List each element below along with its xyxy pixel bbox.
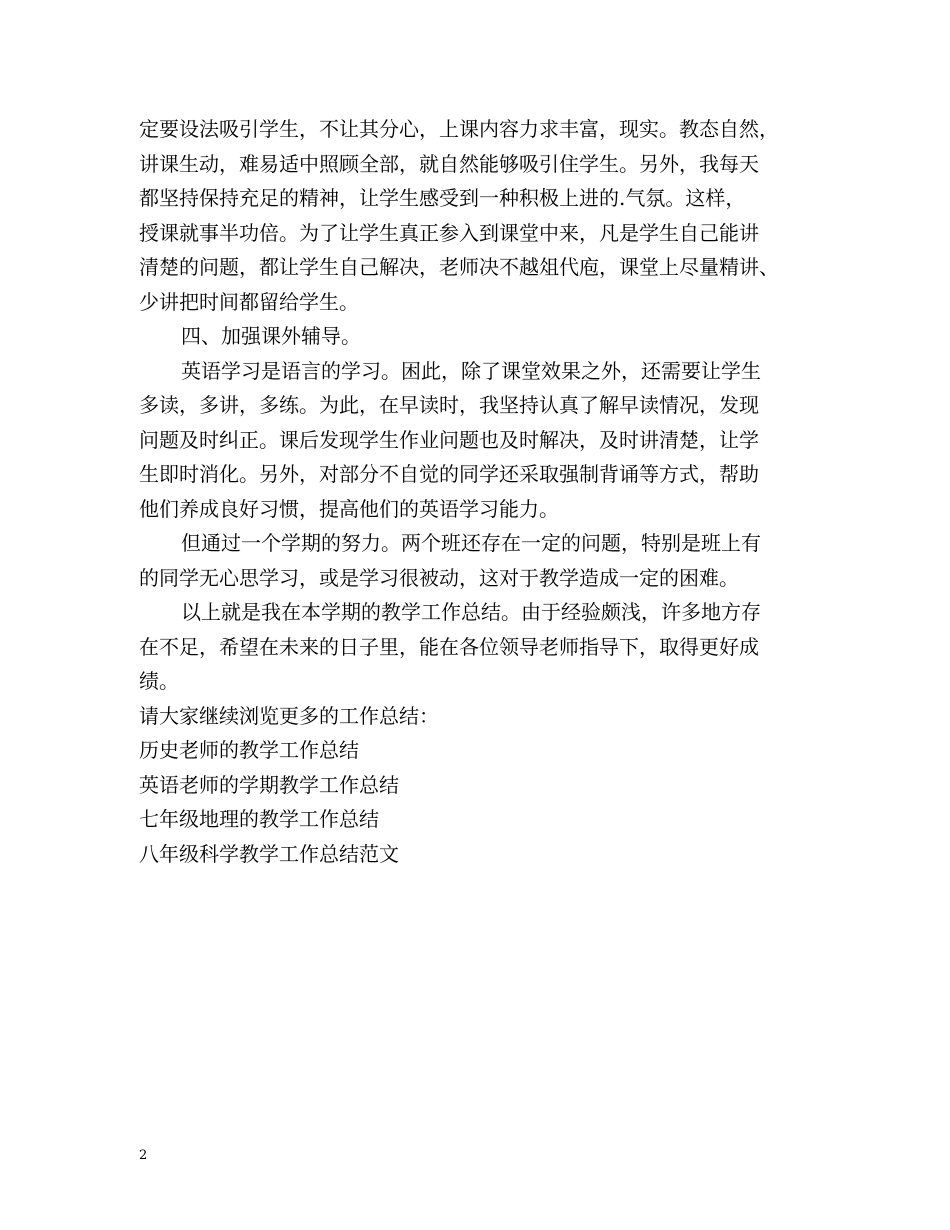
text-line: 少讲把时间都留给学生。 — [139, 289, 359, 314]
text-line: 历史老师的教学工作总结 — [139, 738, 359, 762]
text-line: 八年级科学教学工作总结范文 — [139, 841, 399, 866]
text-line: 英语学习是语言的学习。困此，除了课堂效果之外，还需要让学生 — [181, 358, 761, 383]
text-line: 请大家继续浏览更多的工作总结： — [139, 703, 439, 728]
text-line: 但通过一个学期的努力。两个班还存在一定的问题，特别是班上有 — [181, 531, 761, 555]
document-body — [139, 112, 829, 871]
text-line: 讲课生动，难易适中照顾全部，就自然能够吸引住学生。另外，我每天 — [139, 151, 759, 176]
text-line: 的同学无心思学习，或是学习很被动，这对于教学造成一定的困难。 — [139, 565, 739, 590]
text-line: 在不足，希望在未来的日子里，能在各位领导老师指导下，取得更好成 — [139, 634, 759, 659]
text-line: 授课就事半功倍。为了让学生真正参入到课堂中来，凡是学生自己能讲 — [139, 220, 759, 245]
text-line: 他们养成良好习惯，提高他们的英语学习能力。 — [139, 496, 559, 521]
text-line: 问题及时纠正。课后发现学生作业问题也及时解决，及时讲清楚，让学 — [139, 427, 759, 452]
text-line: 定要设法吸引学生，不让其分心，上课内容力求丰富，现实。教态自然， — [139, 117, 779, 141]
text-line: 七年级地理的教学工作总结 — [139, 807, 379, 831]
text-line: 多读，多讲，多练。为此，在早读时，我坚持认真了解早读情况，发现 — [139, 393, 759, 417]
text-line: 英语老师的学期教学工作总结 — [139, 772, 399, 797]
text-line: 以上就是我在本学期的教学工作总结。由于经验颇浅，许多地方存 — [181, 600, 761, 624]
text-line: 四、加强课外辅导。 — [181, 324, 361, 348]
text-line: 清楚的问题，都让学生自己解决，老师决不越俎代庖，课堂上尽量精讲、 — [139, 255, 779, 279]
text-line: 生即时消化。另外，对部分不自觉的同学还采取强制背诵等方式，帮助 — [139, 462, 759, 486]
text-line: 绩。 — [139, 669, 179, 693]
text-line: 都坚持保持充足的精神，让学生感受到一种积极上进的.气氛。这样， — [139, 186, 746, 210]
page-number: 2 — [139, 1148, 148, 1163]
